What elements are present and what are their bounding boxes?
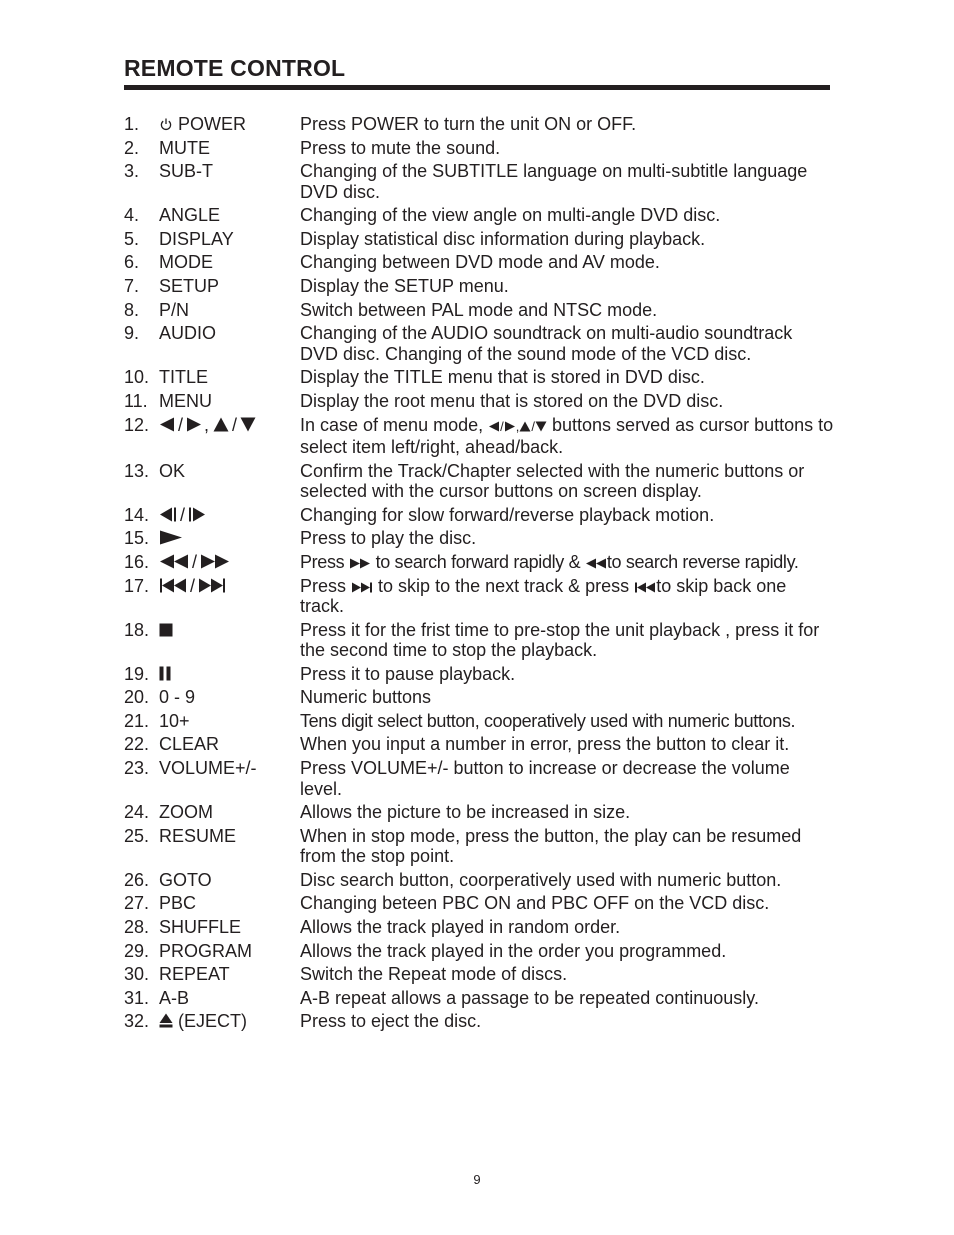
description-part: In case of menu mode, — [300, 414, 484, 435]
item-number: 27. — [124, 893, 150, 914]
list-item — [124, 528, 834, 549]
item-number: 1. — [124, 114, 140, 134]
item-key: PBC — [159, 893, 197, 914]
description-part: buttons served as cursor buttons to select item left/right, ahead/back. — [300, 414, 834, 458]
item-key: MODE — [159, 252, 213, 273]
item-number: 24. — [124, 802, 150, 823]
item-description: Press VOLUME+/- button to increase or decrease the volume level. — [300, 758, 790, 799]
up-arrow-icon — [213, 417, 229, 432]
list-item — [124, 917, 834, 938]
slash-separator: / — [232, 414, 238, 435]
item-key — [159, 114, 300, 135]
item-description: Allows the track played in the order you programmed. — [300, 940, 727, 961]
item-number: 19. — [124, 663, 150, 684]
item-number: 9. — [124, 323, 140, 344]
item-key: PROGRAM — [159, 940, 253, 961]
item-number: 8. — [124, 299, 140, 320]
list-item — [124, 576, 834, 617]
item-number: 31. — [124, 987, 150, 1008]
next-track-icon — [198, 578, 226, 593]
item-number: 15. — [124, 528, 150, 549]
item-description: Press to play the disc. — [300, 528, 477, 549]
list-item — [124, 252, 834, 273]
item-description: Changing beteen PBC ON and PBC OFF on the VCD disc. — [300, 893, 770, 914]
item-key: REPEAT — [159, 964, 230, 985]
list-item — [124, 964, 834, 985]
item-key — [159, 552, 300, 573]
item-description — [300, 415, 834, 458]
item-key: MENU — [159, 390, 212, 411]
slash-separator: / — [178, 414, 184, 435]
list-item — [124, 415, 834, 458]
item-description — [300, 552, 834, 573]
item-description: Changing of the AUDIO soundtrack on multi-audio soundtrack DVD disc. Changing of the sound mode of the VCD disc. — [300, 323, 793, 364]
item-key: GOTO — [159, 869, 212, 890]
item-description: When in stop mode, press the button, the play can be resumed from the stop point. — [300, 825, 802, 867]
item-number: 23. — [124, 758, 150, 779]
item-description: Display the TITLE menu that is stored in DVD disc. — [300, 367, 705, 388]
item-number: 28. — [124, 917, 150, 938]
item-description: Press it to pause playback. — [300, 663, 516, 684]
item-key: CLEAR — [159, 734, 220, 755]
item-number: 12. — [124, 414, 150, 435]
item-number: 16. — [124, 551, 150, 572]
item-key — [159, 576, 300, 617]
item-number: 21. — [124, 710, 150, 731]
item-description: Press to eject the disc. — [300, 1011, 482, 1032]
item-key — [159, 528, 300, 549]
item-number: 22. — [124, 734, 150, 755]
list-item — [124, 664, 834, 685]
list-item — [124, 870, 834, 891]
item-key: ZOOM — [159, 802, 213, 823]
list-item — [124, 802, 834, 823]
list-item — [124, 988, 834, 1009]
item-key: AUDIO — [159, 323, 217, 344]
item-description: Disc search button, coorperatively used with numeric button. — [300, 869, 782, 890]
item-key: SHUFFLE — [159, 917, 242, 938]
list-item — [124, 826, 834, 867]
item-number: 3. — [124, 161, 140, 182]
item-description: A-B repeat allows a passage to be repeated continuously. — [300, 987, 759, 1008]
slash-separator: / — [180, 504, 186, 525]
item-number: 20. — [124, 687, 150, 708]
right-arrow-icon — [504, 421, 516, 432]
list-item — [124, 300, 834, 321]
list-item — [124, 758, 834, 799]
list-item — [124, 1011, 834, 1032]
item-description: Confirm the Track/Chapter selected with the numeric buttons or selected with the cursor buttons on screen display. — [300, 460, 805, 502]
play-icon — [159, 530, 183, 545]
item-number: 2. — [124, 137, 140, 158]
item-description — [300, 576, 834, 617]
page-number: 9 — [473, 1172, 481, 1187]
list-item — [124, 552, 834, 573]
rewind-icon — [159, 554, 189, 569]
fast-forward-icon — [200, 554, 230, 569]
item-description: Changing for slow forward/reverse playback motion. — [300, 504, 715, 525]
slash-separator: / — [531, 418, 535, 434]
description-part: to skip back one track. — [300, 575, 787, 616]
list-item — [124, 161, 834, 202]
description-part: to search forward rapidly & — [375, 551, 581, 572]
item-key-label: POWER — [178, 114, 247, 134]
list-item — [124, 367, 834, 388]
item-number: 17. — [124, 575, 150, 596]
item-number: 26. — [124, 869, 150, 890]
item-description: Display the SETUP menu. — [300, 276, 509, 297]
previous-track-icon — [159, 578, 187, 593]
page-title: REMOTE CONTROL — [124, 55, 346, 81]
left-arrow-icon — [159, 417, 175, 432]
slow-reverse-icon — [159, 507, 177, 522]
item-key — [159, 620, 300, 661]
item-key: 0 - 9 — [159, 687, 196, 708]
item-number: 29. — [124, 940, 150, 961]
item-key: P/N — [159, 299, 190, 320]
power-icon — [159, 117, 173, 131]
item-key: OK — [159, 460, 186, 481]
list-item — [124, 391, 834, 412]
list-item — [124, 229, 834, 250]
description-part: Press — [300, 551, 345, 572]
item-number: 5. — [124, 228, 140, 249]
list-item — [124, 461, 834, 502]
list-item — [124, 114, 834, 135]
item-description: Changing of the view angle on multi-angle DVD disc. — [300, 205, 721, 226]
item-key — [159, 505, 300, 526]
left-arrow-icon — [488, 421, 500, 432]
item-description: Numeric buttons — [300, 687, 432, 708]
item-key: A-B — [159, 987, 190, 1008]
item-key: VOLUME+/- — [159, 758, 257, 779]
item-number: 7. — [124, 276, 140, 297]
list-item — [124, 323, 834, 364]
item-number: 18. — [124, 619, 150, 640]
item-number: 13. — [124, 460, 150, 481]
pause-icon — [159, 666, 171, 681]
next-track-icon — [351, 582, 373, 593]
item-key: SUB-T — [159, 161, 213, 182]
item-key: 10+ — [159, 710, 190, 731]
list-item — [124, 620, 834, 661]
description-part: to search reverse rapidly. — [606, 551, 799, 572]
list-item — [124, 893, 834, 914]
slash-separator: / — [192, 551, 198, 572]
comma-separator: , — [204, 414, 210, 435]
item-description: Switch the Repeat mode of discs. — [300, 964, 568, 985]
slash-separator: / — [190, 575, 196, 596]
fast-forward-icon — [349, 558, 371, 569]
item-number: 25. — [124, 825, 150, 846]
slash-separator: / — [500, 418, 504, 434]
item-description: Press to mute the sound. — [300, 137, 501, 158]
item-description: Press POWER to turn the unit ON or OFF. — [300, 114, 637, 134]
item-number: 30. — [124, 964, 150, 985]
item-key: TITLE — [159, 367, 209, 388]
list-item — [124, 276, 834, 297]
rewind-icon — [585, 558, 607, 569]
item-description: Switch between PAL mode and NTSC mode. — [300, 299, 658, 320]
item-description: Press it for the frist time to pre-stop the unit playback , press it for the second time to stop the playback. — [300, 619, 820, 661]
up-arrow-icon — [519, 421, 531, 432]
item-number: 10. — [124, 367, 150, 388]
list-item — [124, 687, 834, 708]
item-key: DISPLAY — [159, 228, 234, 249]
list-item — [124, 734, 834, 755]
title-rule — [124, 85, 830, 90]
item-key: SETUP — [159, 276, 220, 297]
item-key — [159, 415, 300, 458]
item-description: Changing between DVD mode and AV mode. — [300, 252, 660, 273]
list-item — [124, 941, 834, 962]
item-number: 6. — [124, 252, 140, 273]
previous-track-icon — [634, 582, 656, 593]
description-part: to skip to the next track & press — [378, 575, 630, 596]
description-part: Press — [300, 575, 347, 596]
item-key: RESUME — [159, 825, 237, 846]
item-key: ANGLE — [159, 205, 221, 226]
list-item — [124, 505, 834, 526]
comma-separator: , — [515, 418, 520, 434]
item-description: Allows the picture to be increased in size. — [300, 802, 631, 823]
item-number: 11. — [124, 390, 148, 411]
list-item — [124, 205, 834, 226]
remote-control-list — [124, 114, 834, 1035]
item-description: Changing of the SUBTITLE language on multi-subtitle language DVD disc. — [300, 161, 808, 202]
item-number: 32. — [124, 1011, 150, 1032]
item-key — [159, 1011, 300, 1032]
slow-forward-icon — [188, 507, 206, 522]
item-description: Display statistical disc information during playback. — [300, 228, 706, 249]
down-arrow-icon — [240, 417, 256, 432]
item-description: Tens digit select button, cooperatively used with numeric buttons. — [300, 710, 796, 731]
list-item — [124, 711, 834, 732]
eject-icon — [159, 1013, 173, 1028]
item-key-label: (EJECT) — [178, 1011, 248, 1032]
item-description: When you input a number in error, press the button to clear it. — [300, 734, 790, 755]
item-number: 14. — [124, 504, 150, 525]
item-key — [159, 664, 300, 685]
item-number: 4. — [124, 205, 140, 226]
stop-icon — [159, 623, 173, 637]
item-key: MUTE — [159, 137, 210, 158]
item-description: Display the root menu that is stored on the DVD disc. — [300, 390, 724, 411]
down-arrow-icon — [535, 421, 547, 432]
list-item — [124, 138, 834, 159]
item-description: Allows the track played in random order. — [300, 917, 621, 938]
right-arrow-icon — [186, 417, 202, 432]
